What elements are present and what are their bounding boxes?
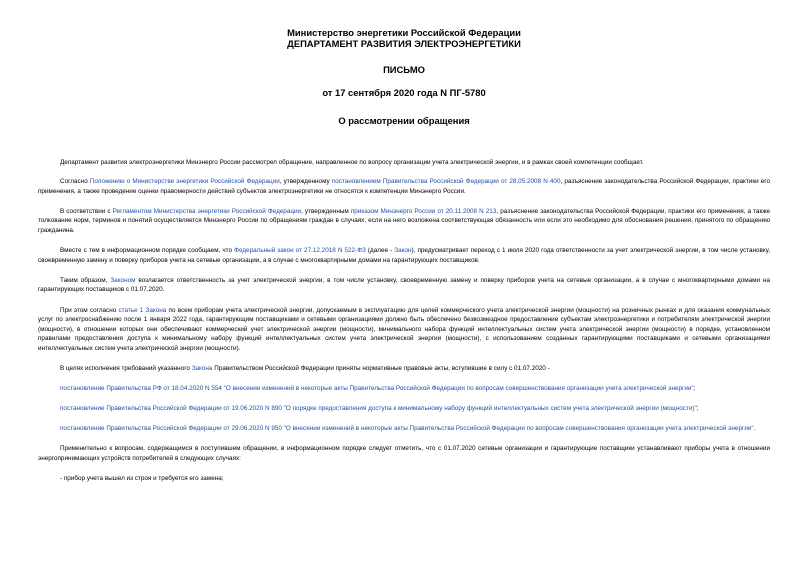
link-government-decree-400[interactable]: постановлением Правительства Российской Федерации от 28.05.2008 N 400 (331, 178, 561, 186)
link-federal-law-522[interactable]: Федеральный закон от 27.12.2018 N 522-ФЗ (234, 247, 366, 255)
text-span: ), предусматривает переход с 1 июля 2020 года ответственности за учет электрической энергии, в том числе установку, своевременную замену и поверку приборов учета на сетевые организации, а в случае с многоквартирными домами на гарантирующих поставщиков. (38, 247, 771, 264)
link-reglament[interactable]: Регламентом Министерства энергетики Российской Федерации (112, 207, 302, 215)
paragraph-intro: Департамент развития электроэнергетики Минэнерго России рассмотрел обращение, направленное по вопросу организации учета электрической энергии, и в рамках своей компетенции сообщает. (60, 158, 644, 166)
paragraph-competence (38, 177, 770, 196)
list-item-decree-950 (38, 424, 770, 434)
list-item-meter-failed: - прибор учета вышел из строя и требуется его замена; (60, 475, 224, 483)
link-regulation-ministry[interactable]: Положению о Министерстве энергетики Российской Федерации (89, 178, 280, 186)
text-span: Правительством Российской Федерации приняты нормативные правовые акты, вступившие в силу с 01.07.2020 - (212, 364, 550, 372)
list-item-decree-554 (38, 384, 770, 394)
paragraph-reglament (38, 207, 770, 236)
text-span: Согласно (60, 178, 90, 186)
text-span: , утвержденному (279, 178, 332, 186)
link-law[interactable]: Закон (394, 247, 412, 255)
link-decree-950[interactable]: постановление Правительства Российской Федерации от 29.06.2020 N 950 "О внесении изменений в некоторые акты Правительства Российской Федерации по вопросам совершенствования организации учета электрической энергии" (60, 425, 754, 433)
link-law[interactable]: Закона (191, 364, 213, 372)
text-span: В целях исполнения требований указанного (60, 364, 192, 372)
document (38, 28, 770, 484)
link-order-213[interactable]: приказом Минэнерго России от 20.11.2008 N 213 (350, 207, 497, 215)
paragraph-cases: Применительно к вопросам, содержащимся в поступившем обращении, в информационном порядке следует отметить, что с 01.07.2020 сетевые организации и гарантирующие поставщики устанавливают приборы учета в отношении энергопринимающих устройств потребителей в следующих случаях: (38, 445, 770, 462)
paragraph-normative-acts (38, 364, 770, 374)
text-span: ; (696, 405, 699, 413)
text-span: При этом согласно (60, 306, 119, 314)
text-span: Таким образом, (60, 276, 111, 284)
document-body (38, 158, 770, 484)
text-span: , утвержденным (301, 207, 351, 215)
department-title: ДЕПАРТАМЕНТ РАЗВИТИЯ ЭЛЕКТРОЭНЕРГЕТИКИ (287, 37, 521, 49)
link-law[interactable]: Законом (110, 276, 136, 284)
text-span: . (753, 425, 756, 433)
list-item-decree-890 (38, 404, 770, 414)
text-span: возлагается ответственность за учет электрической энергии, в том числе установку, своевременную замену и поверку приборов учета на сетевые организации, а в случае с многоквартирными домами на гарантирующих поставщиков с 01.07.2020. (38, 276, 770, 294)
document-subject: О рассмотрении обращения (338, 115, 470, 127)
document-date-number: от 17 сентября 2020 года N ПГ-5780 (322, 86, 486, 98)
text-span: (далее - (365, 247, 395, 255)
link-decree-554[interactable]: постановление Правительства РФ от 18.04.2020 N 554 "О внесении изменений в некоторые акты Правительства Российской Федерации по вопросам совершенствования организации учета электрической энергии" (60, 385, 694, 393)
link-decree-890[interactable]: постановление Правительства Российской Федерации от 19.06.2020 N 890 "О порядке предоставления доступа к минимальному набору функций интеллектуальных систем учета электрической энергии (мощности)" (60, 405, 697, 413)
text-span: Вместе с тем в информационном порядке сообщаем, что (60, 247, 235, 255)
text-span: по всем приборам учета электрической энергии, допускаемым в эксплуатацию для целей коммерческого учета электрической энергии (мощности) на розничных рынках и для оказания коммунальных услуг по электроснабжению после 1 января 2022 года, гарантирующим поставщиками и сетевыми организациями должно быть обеспечено безвозмездное предоставление субъектам электроэнергетики и потребителям электрической энергии (мощности), в отношении которых они обеспечивают коммерческий учет электрической энергии (мощности), минимального набора функций интеллектуальных систем учета электрической энергии (мощности) в порядке, установленном правилами предоставления доступа к минимальному набору функций интеллектуальных систем учета электрической энергии (мощности), с использованием созданных гарантирующими поставщиками и сетевыми организациями интеллектуальных систем учета электрической энергии (мощности). (38, 306, 771, 352)
text-span: , разъяснение законодательства Российской Федерации, практики его применения, а также толкование норм, терминов и понятий осуществляется Минэнерго России по обращениям граждан в случаях, если на него возложена соответствующая обязанность или если это необходимо для обоснования решения, принятого по обращению гражданина. (38, 207, 771, 235)
text-span: В соответствии с (60, 207, 113, 215)
document-kind: ПИСЬМО (383, 64, 425, 76)
link-article-1-law[interactable]: статье 1 Закона (118, 306, 167, 314)
paragraph-federal-law (38, 246, 770, 265)
paragraph-article-1 (38, 306, 770, 354)
text-span: , разъяснение законодательства Российской Федерации, практики его применения, а также проведение оценки правомерности действий субъектов электроэнергетики не относятся к компетенции Минэнерго России. (38, 178, 770, 195)
ministry-title: Министерство энергетики Российской Федерации (287, 27, 521, 38)
paragraph-responsibility (38, 276, 770, 295)
text-span: ; (693, 385, 696, 393)
